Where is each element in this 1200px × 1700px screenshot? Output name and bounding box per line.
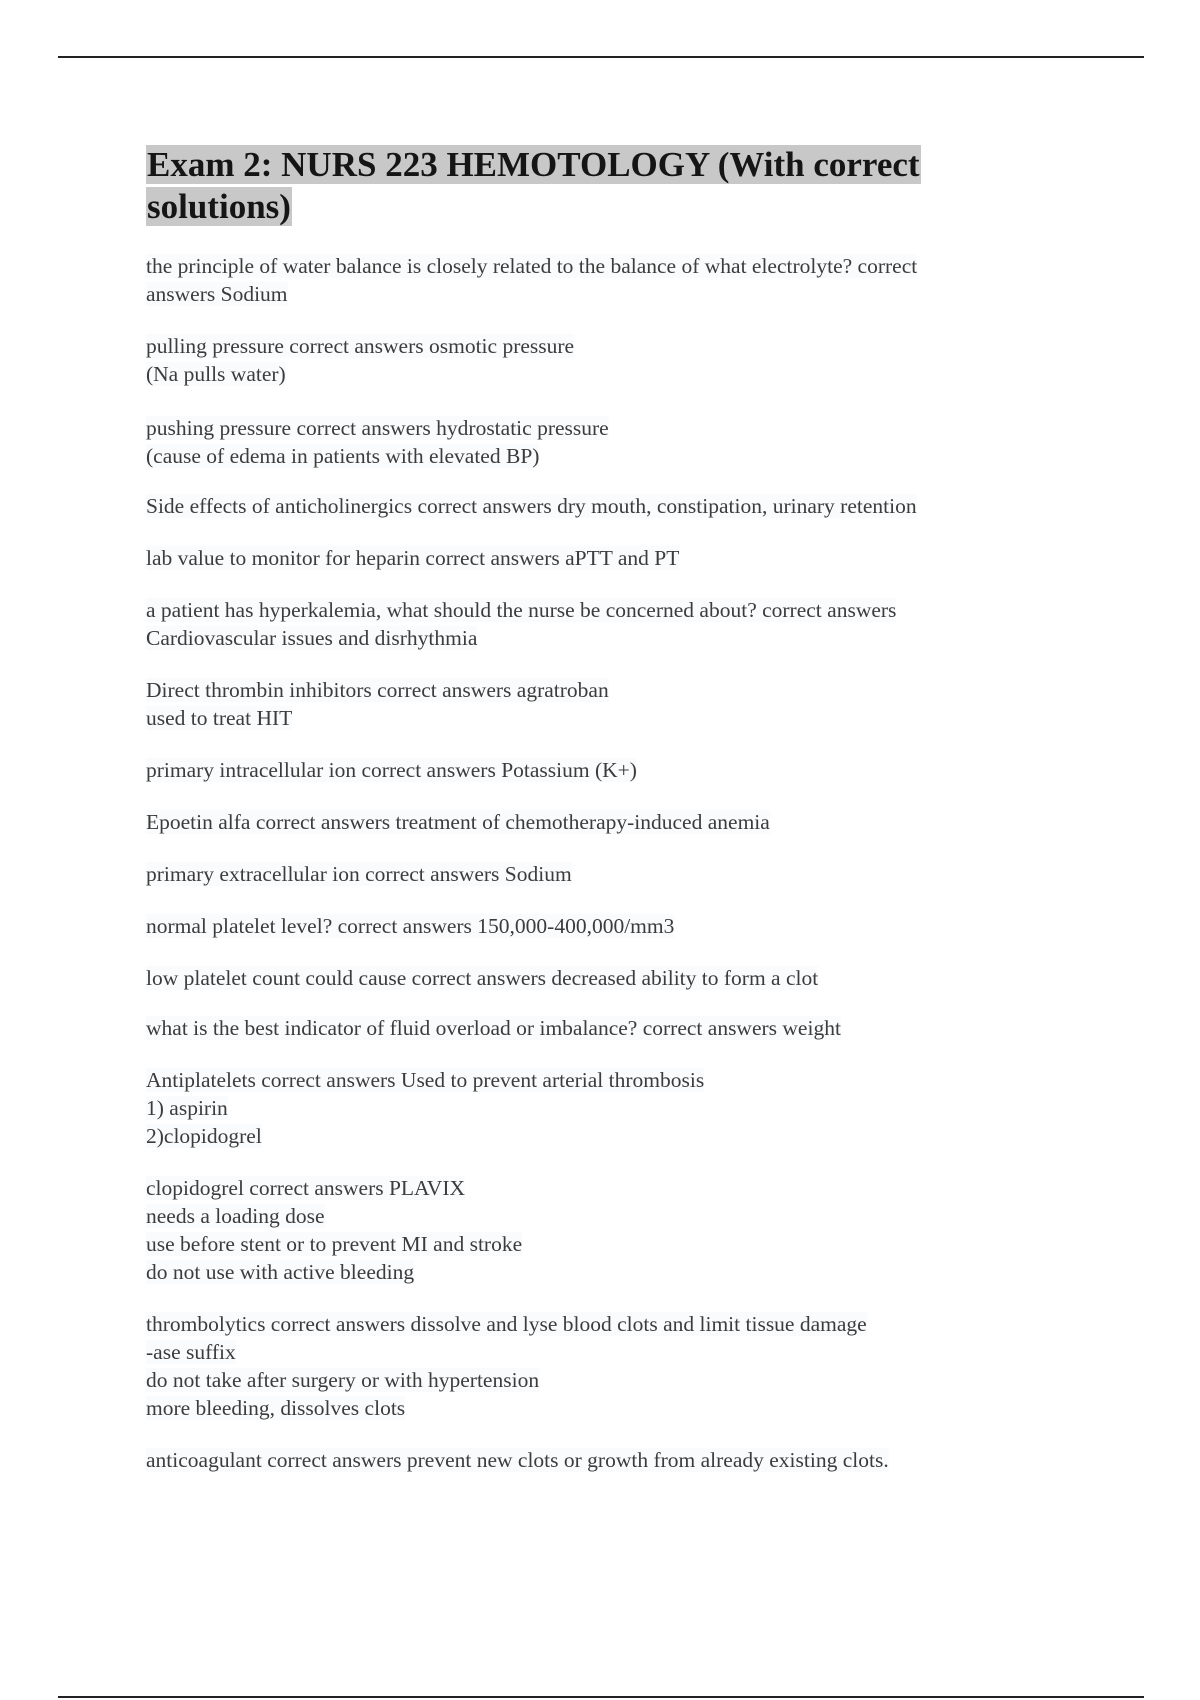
qa-entry-first-line bbox=[146, 1310, 1046, 1338]
qa-entry-first-line bbox=[146, 1066, 1046, 1094]
qa-entry-first-line bbox=[146, 1014, 1046, 1042]
document-body bbox=[146, 144, 1046, 1474]
qa-entry-text: lab value to monitor for heparin correct answers aPTT and PT bbox=[146, 546, 680, 570]
qa-entry-text: needs a loading dose bbox=[146, 1204, 325, 1228]
qa-entry-text: the principle of water balance is closely related to the balance of what electrolyte? correct bbox=[146, 254, 918, 278]
qa-entry-first-line bbox=[146, 544, 1046, 572]
qa-entry-line bbox=[146, 704, 1046, 732]
top-rule bbox=[58, 56, 1144, 58]
document-title: Exam 2: NURS 223 HEMOTOLOGY (With correct solutions) bbox=[147, 145, 920, 226]
qa-entry-text: Cardiovascular issues and disrhythmia bbox=[146, 626, 478, 650]
qa-entry-text: pulling pressure correct answers osmotic pressure bbox=[146, 334, 575, 358]
qa-entry-text: pushing pressure correct answers hydrostatic pressure bbox=[146, 416, 609, 440]
qa-entry-text: what is the best indicator of fluid overload or imbalance? correct answers weight bbox=[146, 1016, 841, 1040]
qa-entry-text: thrombolytics correct answers dissolve and lyse blood clots and limit tissue damage bbox=[146, 1312, 867, 1336]
qa-entry-text: answers Sodium bbox=[146, 282, 288, 306]
qa-entry bbox=[146, 808, 1046, 836]
qa-entry-text: primary extracellular ion correct answers Sodium bbox=[146, 862, 572, 886]
qa-entry-text: normal platelet level? correct answers 150,000-400,000/mm3 bbox=[146, 914, 675, 938]
qa-entry-text: do not take after surgery or with hypertension bbox=[146, 1368, 540, 1392]
qa-entry-text: do not use with active bleeding bbox=[146, 1260, 415, 1284]
qa-entry-first-line bbox=[146, 964, 1046, 992]
qa-entry-text: 1) aspirin bbox=[146, 1096, 228, 1120]
qa-entry-first-line bbox=[146, 808, 1046, 836]
qa-entry-first-line bbox=[146, 596, 1046, 624]
qa-entry bbox=[146, 1174, 1046, 1286]
qa-entry-text: a patient has hyperkalemia, what should the nurse be concerned about? correct answers bbox=[146, 598, 897, 622]
qa-entry-line bbox=[146, 280, 1046, 308]
qa-entry-line bbox=[146, 624, 1046, 652]
qa-entry-text: low platelet count could cause correct answers decreased ability to form a clot bbox=[146, 966, 819, 990]
qa-entry-line bbox=[146, 1202, 1046, 1230]
qa-entry-first-line bbox=[146, 414, 1046, 442]
qa-entry bbox=[146, 252, 1046, 308]
qa-entry-first-line bbox=[146, 332, 1046, 360]
qa-entry-first-line bbox=[146, 912, 1046, 940]
qa-entry-text: clopidogrel correct answers PLAVIX bbox=[146, 1176, 466, 1200]
qa-entry-first-line bbox=[146, 676, 1046, 704]
qa-entry-text: (Na pulls water) bbox=[146, 362, 286, 386]
qa-entry bbox=[146, 676, 1046, 732]
qa-entry bbox=[146, 492, 1046, 520]
qa-entry-first-line bbox=[146, 252, 1046, 280]
qa-entry-text: anticoagulant correct answers prevent new clots or growth from already existing clots. bbox=[146, 1448, 889, 1472]
qa-entry bbox=[146, 1446, 1046, 1474]
qa-entry-text: use before stent or to prevent MI and stroke bbox=[146, 1232, 523, 1256]
qa-entry-line bbox=[146, 1366, 1046, 1394]
qa-entry-first-line bbox=[146, 492, 1046, 520]
qa-entry-line bbox=[146, 360, 1046, 388]
qa-entry-text: 2)clopidogrel bbox=[146, 1124, 262, 1148]
qa-entry bbox=[146, 912, 1046, 940]
bottom-rule bbox=[58, 1696, 1144, 1698]
qa-entry-text: (cause of edema in patients with elevated BP) bbox=[146, 444, 540, 468]
qa-entry-text: Direct thrombin inhibitors correct answers agratroban bbox=[146, 678, 609, 702]
qa-entry-line bbox=[146, 1094, 1046, 1122]
qa-entry-line bbox=[146, 442, 1046, 470]
qa-entry bbox=[146, 1066, 1046, 1150]
qa-entry bbox=[146, 1310, 1046, 1422]
entry-list bbox=[146, 252, 1046, 1474]
qa-entry-text: -ase suffix bbox=[146, 1340, 236, 1364]
qa-entry-line bbox=[146, 1338, 1046, 1366]
qa-entry-text: Side effects of anticholinergics correct answers dry mouth, constipation, urinary retention bbox=[146, 494, 917, 518]
qa-entry bbox=[146, 964, 1046, 992]
qa-entry-text: more bleeding, dissolves clots bbox=[146, 1396, 406, 1420]
qa-entry-first-line bbox=[146, 1174, 1046, 1202]
qa-entry bbox=[146, 596, 1046, 652]
qa-entry-line bbox=[146, 1122, 1046, 1150]
qa-entry bbox=[146, 860, 1046, 888]
qa-entry-text: used to treat HIT bbox=[146, 706, 293, 730]
qa-entry-line bbox=[146, 1258, 1046, 1286]
qa-entry bbox=[146, 544, 1046, 572]
qa-entry-first-line bbox=[146, 1446, 1046, 1474]
qa-entry-text: Epoetin alfa correct answers treatment of chemotherapy-induced anemia bbox=[146, 810, 770, 834]
qa-entry-text: primary intracellular ion correct answers Potassium (K+) bbox=[146, 758, 637, 782]
qa-entry-first-line bbox=[146, 756, 1046, 784]
qa-entry bbox=[146, 332, 1046, 388]
qa-entry-line bbox=[146, 1230, 1046, 1258]
qa-entry-line bbox=[146, 1394, 1046, 1422]
qa-entry-first-line bbox=[146, 860, 1046, 888]
qa-entry bbox=[146, 756, 1046, 784]
qa-entry-text: Antiplatelets correct answers Used to prevent arterial thrombosis bbox=[146, 1068, 705, 1092]
qa-entry bbox=[146, 1014, 1046, 1042]
qa-entry bbox=[146, 414, 1046, 470]
